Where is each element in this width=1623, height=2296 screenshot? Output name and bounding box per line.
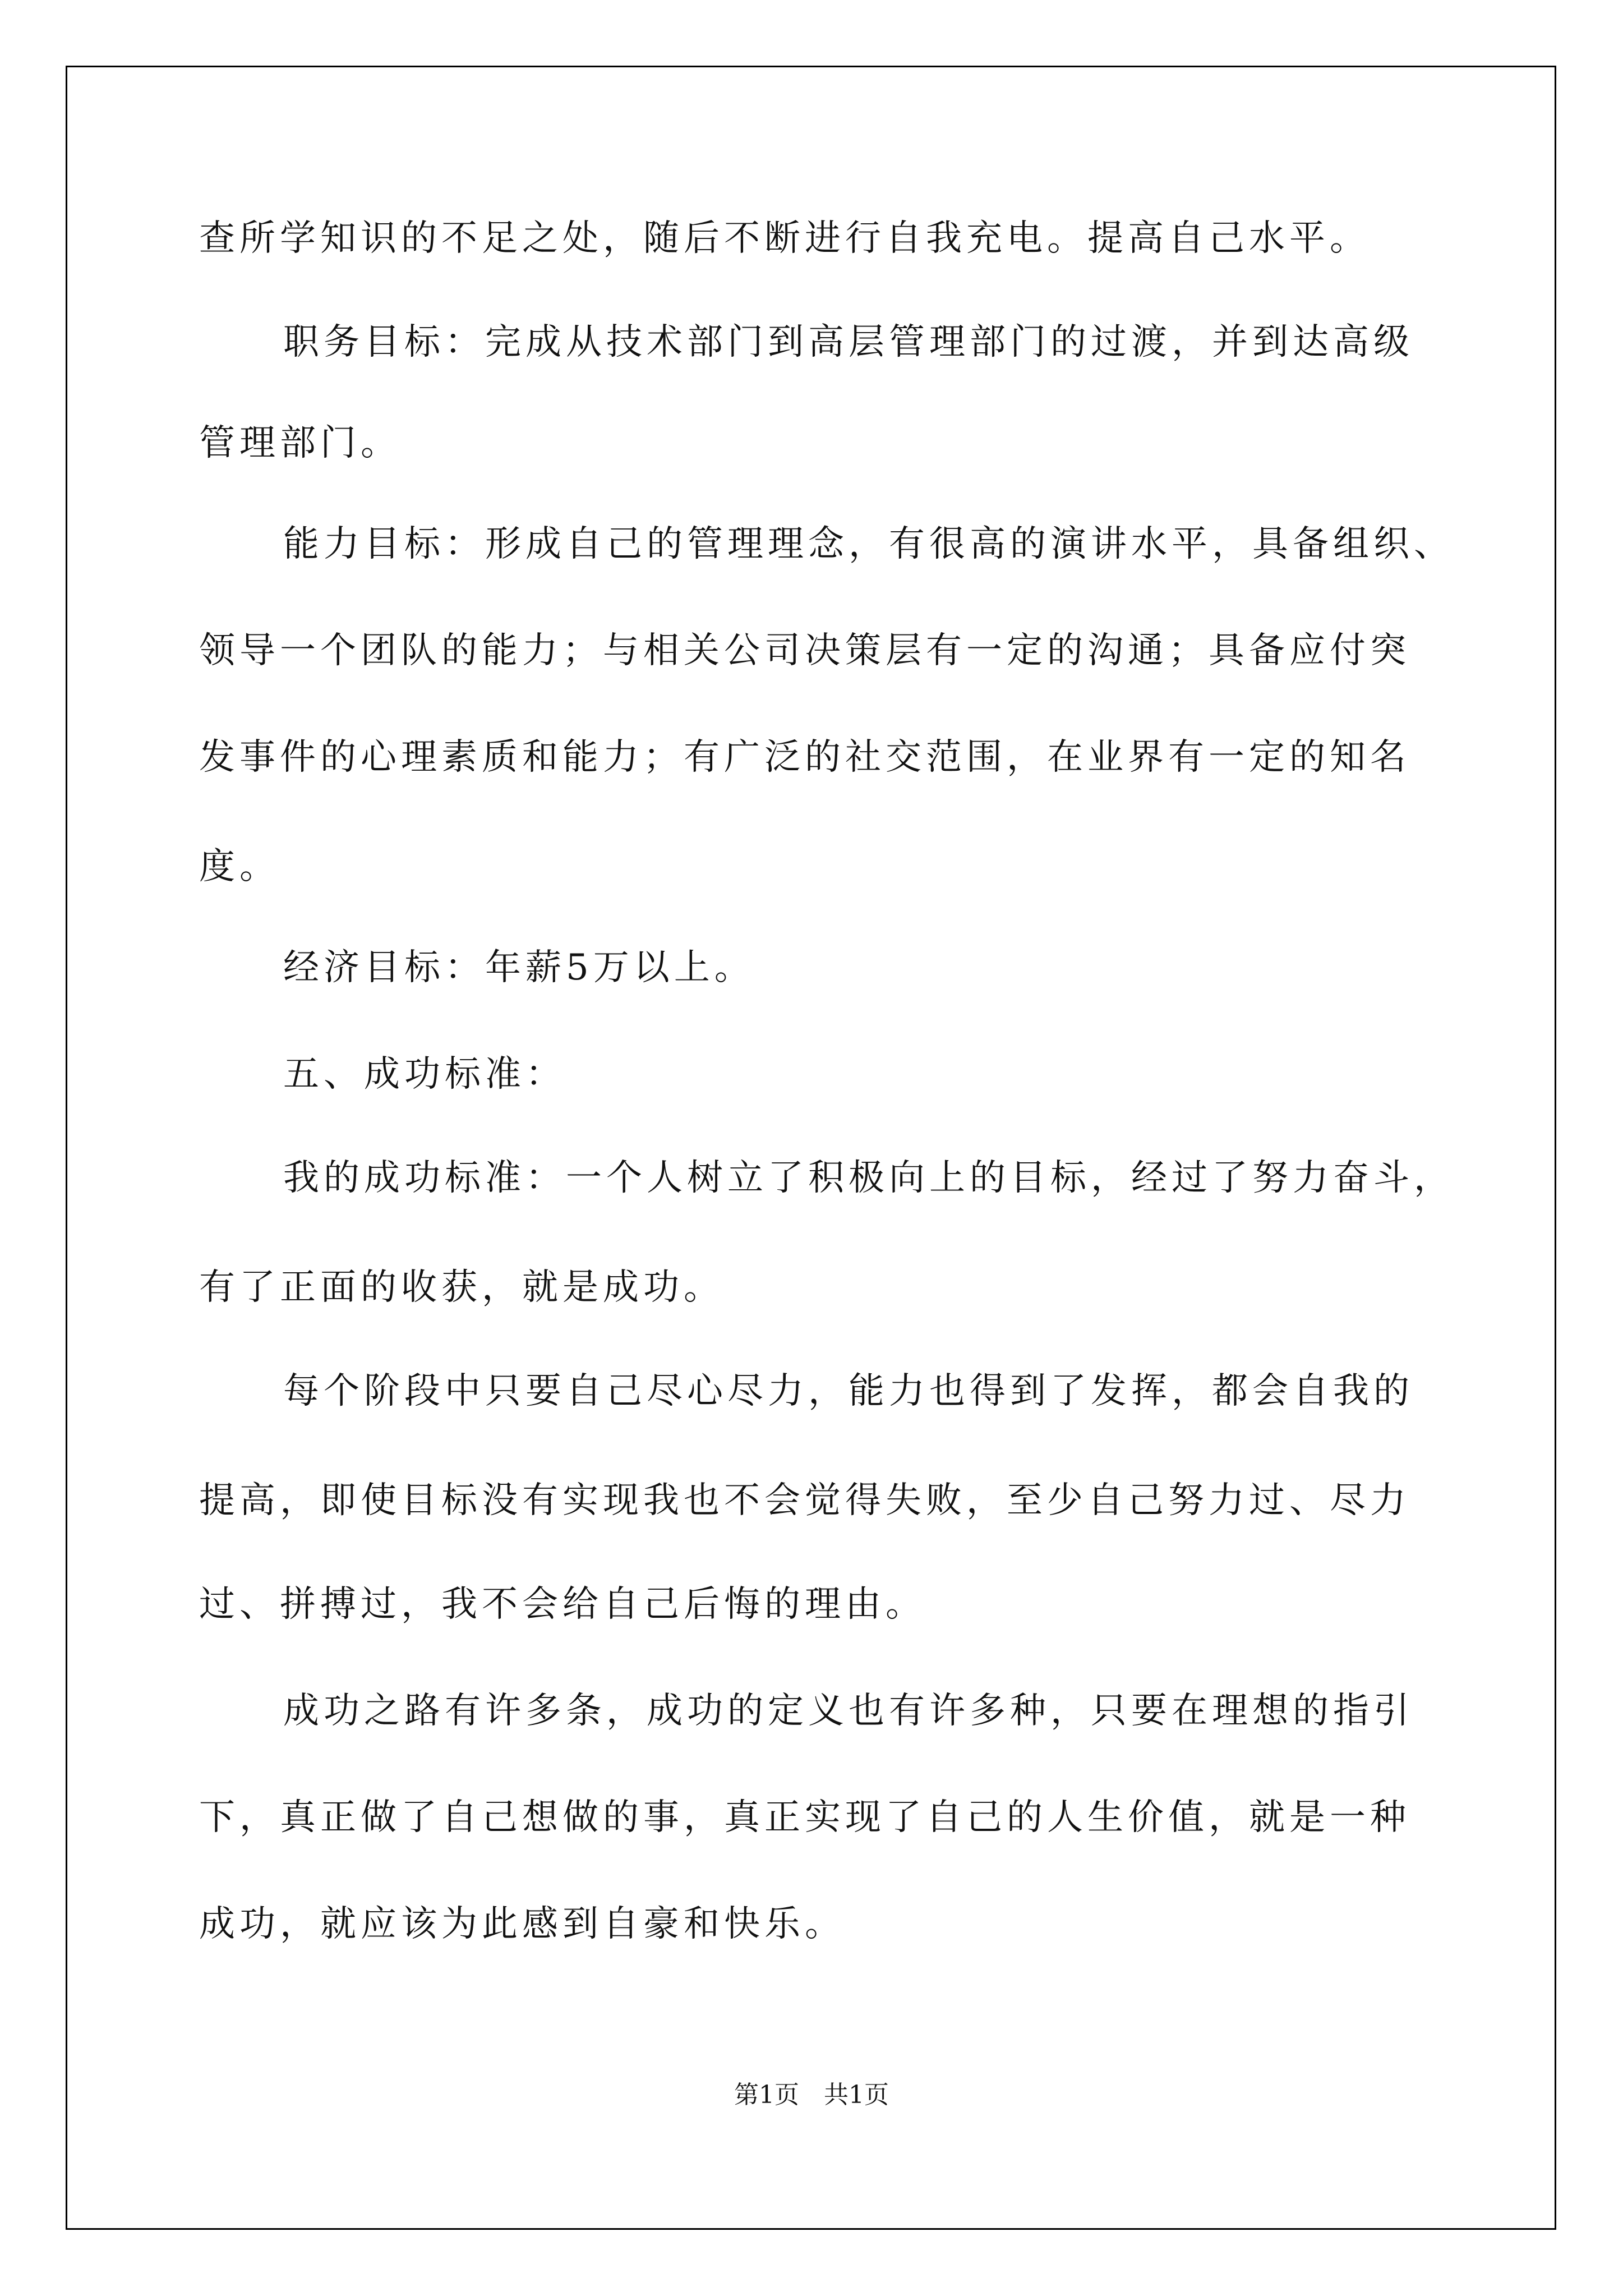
text-line <box>0 732 1623 783</box>
text-line <box>0 1579 1623 1630</box>
text-line-content: 管理部门。 <box>199 422 401 464</box>
text-line-content: 查所学知识的不足之处，随后不断进行自我充电。提高自己水平。 <box>199 218 1370 259</box>
text-line-content: 成功之路有许多条，成功的定义也有许多种，只要在理想的指引 <box>283 1690 1414 1732</box>
text-line-content: 我的成功标准：一个人树立了积极向上的目标，经过了努力奋斗， <box>283 1157 1454 1199</box>
text-line-content: 提高，即使目标没有实现我也不会觉得失败，至少自己努力过、尽力 <box>199 1480 1410 1521</box>
text-line-content: 能力目标：形成自己的管理理念，有很高的演讲水平，具备组织、 <box>283 523 1454 565</box>
text-line-content: 经济目标：年薪5万以上。 <box>283 947 755 988</box>
text-line-content: 发事件的心理素质和能力；有广泛的社交范围，在业界有一定的知名 <box>199 737 1410 778</box>
text-line-content: 领导一个团队的能力；与相关公司决策层有一定的沟通；具备应付突 <box>199 630 1410 671</box>
text-line <box>0 1899 1623 1949</box>
text-line <box>0 1262 1623 1313</box>
text-line <box>0 1792 1623 1843</box>
text-line-content: 过、拼搏过，我不会给自己后悔的理由。 <box>199 1584 926 1625</box>
page-footer <box>0 2078 1623 2112</box>
text-line <box>0 1686 1623 1736</box>
text-line <box>0 625 1623 676</box>
text-line <box>0 1049 1623 1099</box>
text-line-content: 成功，就应该为此感到自豪和快乐。 <box>199 1903 845 1945</box>
text-line <box>0 317 1623 367</box>
text-line <box>0 213 1623 264</box>
text-line <box>0 418 1623 468</box>
page-number: 第1页 共1页 <box>734 2081 889 2109</box>
text-line-content: 五、成功标准： <box>283 1053 566 1095</box>
text-line <box>0 519 1623 569</box>
text-line-content: 每个阶段中只要自己尽心尽力，能力也得到了发挥，都会自我的 <box>283 1370 1414 1412</box>
text-line-content: 职务目标：完成从技术部门到高层管理部门的过渡，并到达高级 <box>283 321 1414 363</box>
text-line <box>0 1366 1623 1416</box>
text-line <box>0 1153 1623 1203</box>
text-line-content: 下，真正做了自己想做的事，真正实现了自己的人生价值，就是一种 <box>199 1797 1410 1838</box>
text-line-content: 有了正面的收获，就是成功。 <box>199 1267 724 1308</box>
text-line <box>0 1475 1623 1526</box>
text-line-content: 度。 <box>199 846 280 887</box>
text-line <box>0 942 1623 993</box>
text-line <box>0 841 1623 892</box>
